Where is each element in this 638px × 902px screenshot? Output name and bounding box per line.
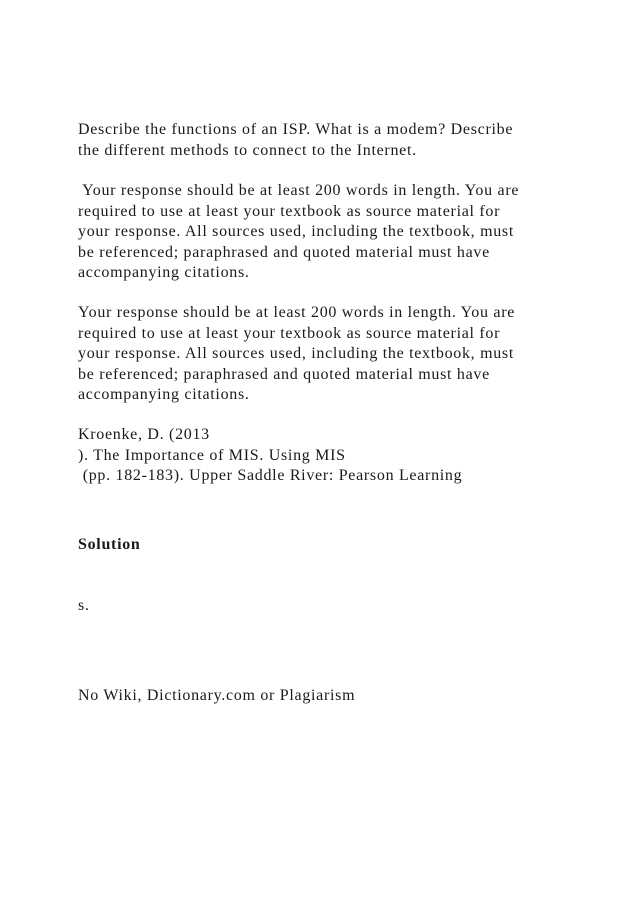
footer-note: No Wiki, Dictionary.com or Plagiarism	[78, 687, 356, 704]
instruction-paragraph-1: Your response should be at least 200 words in length. You are required to use at least your textbook as source material for your response. All sources used, including the textbook, must be referenced; paraphrased and quoted material must have accompanying citations.	[78, 182, 520, 281]
reference-citation: Kroenke, D. (2013 ). The Importance of MIS. Using MIS (pp. 182-183). Upper Saddle River: Pearson Learning	[78, 426, 463, 484]
solution-text: s.	[78, 597, 90, 614]
question-paragraph: Describe the functions of an ISP. What is a modem? Describe the different methods to connect to the Internet.	[78, 121, 514, 159]
solution-heading: Solution	[78, 536, 141, 553]
instruction-paragraph-2: Your response should be at least 200 words in length. You are required to use at least your textbook as source material for your response. All sources used, including the textbook, must be referenced; paraphrased and quoted material must have accompanying citations.	[78, 304, 516, 403]
